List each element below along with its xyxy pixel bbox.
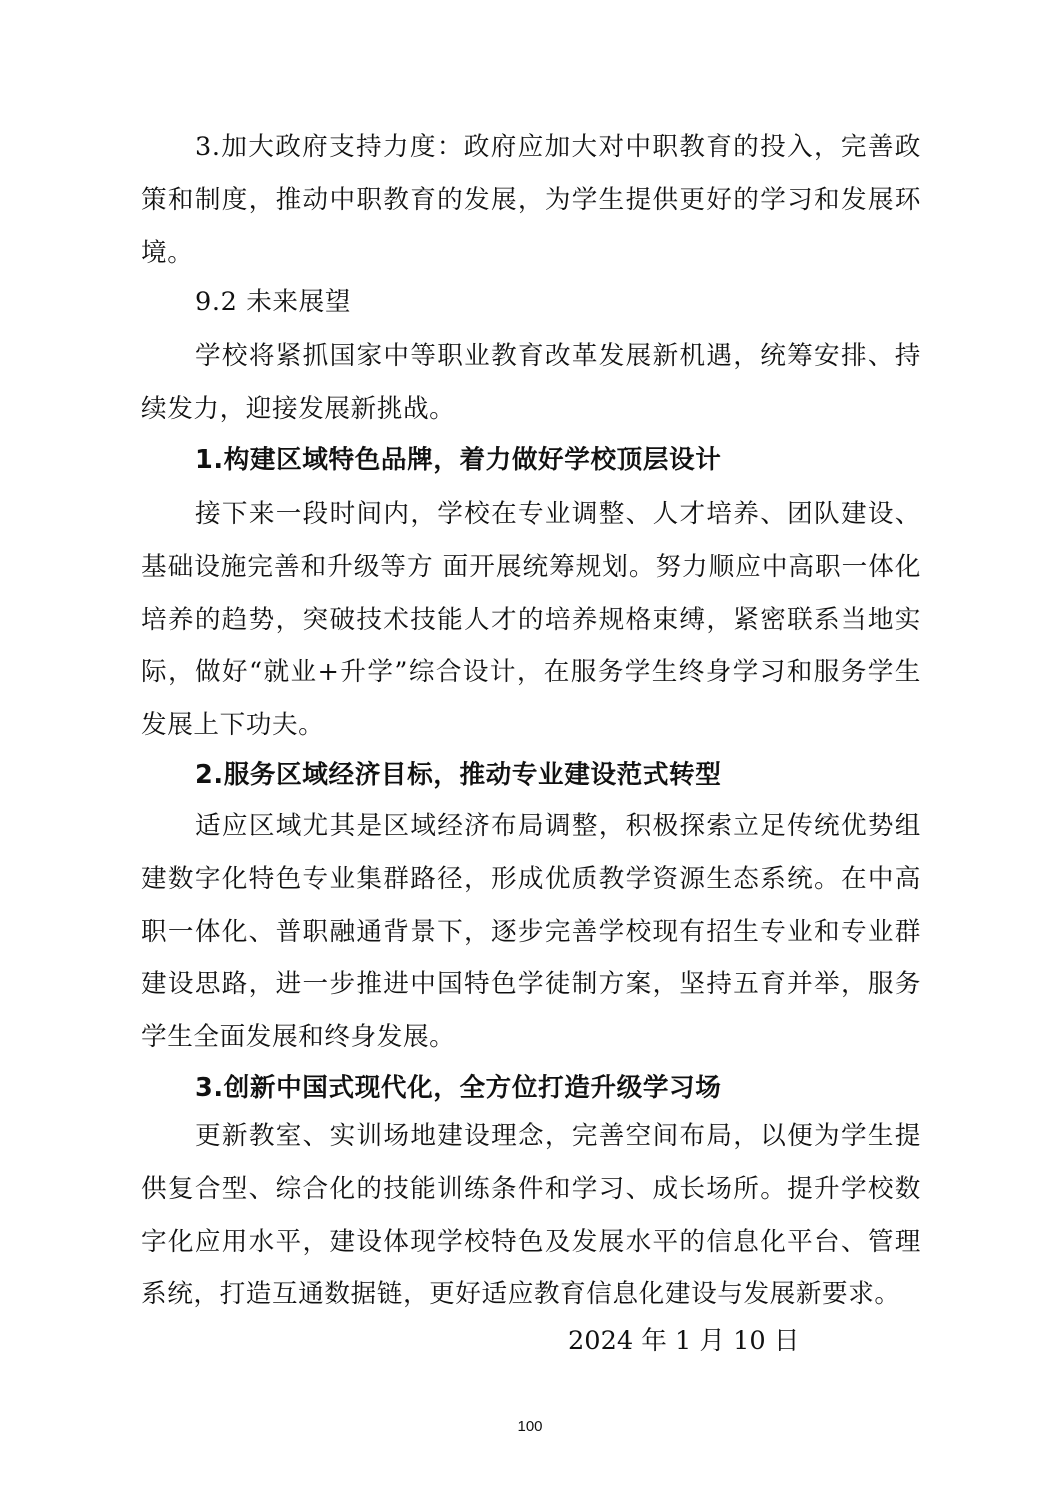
paragraph-regional-economy: 适应区域尤其是区域经济布局调整，积极探索立足传统优势组建数字化特色专业集群路径，形成优质教学资源生态系统。在中高职一体化、普职融通背景下，逐步完善学校现有招生专业和专业群建设思路，进一步推进中国特色学徒制方案，坚持五育并举，服务学生全面发展和终身发展。 <box>141 811 921 1053</box>
section-title: 9.2 未来展望 <box>195 287 352 317</box>
paragraph-government-support: 3.加大政府支持力度：政府应加大对中职教育的投入，完善政策和制度，推动中职教育的发展，为学生提供更好的学习和发展环境。 <box>141 132 921 268</box>
heading-modernization: 3.创新中国式现代化，全方位打造升级学习场 <box>195 1073 722 1103</box>
paragraph-modernization: 更新教室、实训场地建设理念，完善空间布局，以便为学生提供复合型、综合化的技能训练条件和学习、成长场所。提升学校数字化应用水平，建设体现学校特色及发展水平的信息化平台、管理系统，打造互通数据链，更好适应教育信息化建设与发展新要求。 <box>141 1121 921 1310</box>
page-number: 100 <box>517 1418 543 1435</box>
paragraph-future-outlook: 学校将紧抓国家中等职业教育改革发展新机遇，统筹安排、持续发力，迎接发展新挑战。 <box>141 341 921 424</box>
paragraph-regional-brand: 接下来一段时间内，学校在专业调整、人才培养、团队建设、基础设施完善和升级等方 面开展统筹规划。努力顺应中高职一体化培养的趋势，突破技术技能人才的培养规格束缚，紧密联系当地实际，做好“就业+升学”综合设计，在服务学生终身学习和服务学生发展上下功夫。 <box>141 499 921 741</box>
document-date: 2024 年 1 月 10 日 <box>568 1326 800 1356</box>
heading-regional-economy: 2.服务区域经济目标，推动专业建设范式转型 <box>195 760 722 790</box>
heading-regional-brand: 1.构建区域特色品牌，着力做好学校顶层设计 <box>195 445 722 475</box>
